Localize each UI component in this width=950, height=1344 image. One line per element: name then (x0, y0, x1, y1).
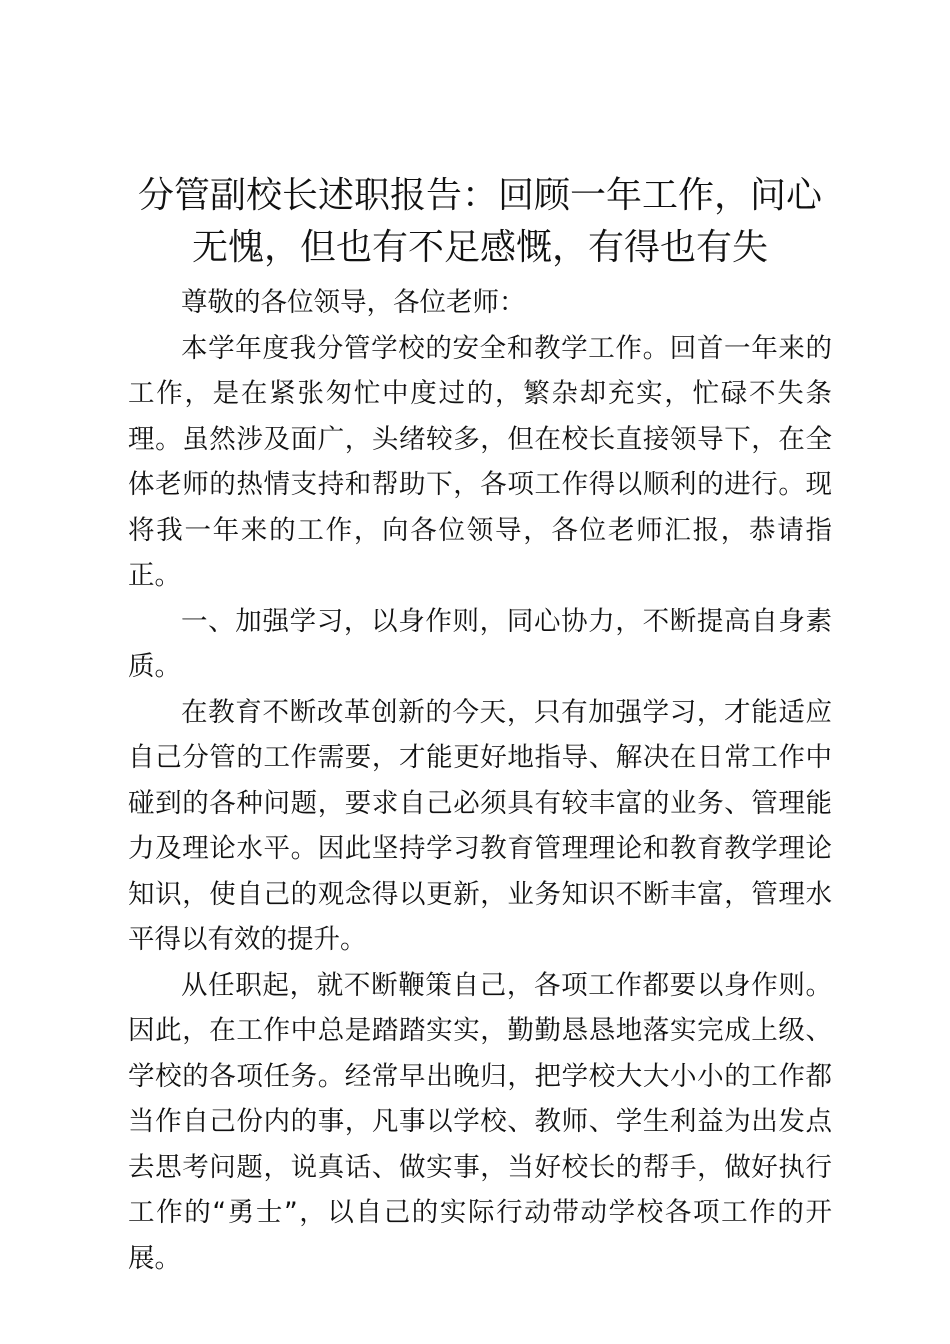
paragraph-example: 从任职起，就不断鞭策自己，各项工作都要以身作则。因此，在工作中总是踏踏实实，勤勤恳恳地落实完成上级、学校的各项任务。经常早出晚归，把学校大大小小的工作都当作自己份内的事，凡事以学校、教师、学生利益为出发点去思考问题，说真话、做实事，当好校长的帮手，做好执行工作的“勇士”，以自己的实际行动带动学校各项工作的开展。 (128, 969, 832, 1274)
salutation: 尊敬的各位领导，各位老师： (181, 287, 526, 318)
paragraph-intro: 本学年度我分管学校的安全和教学工作。回首一年来的工作，是在紧张匆忙中度过的，繁杂却充实，忙碌不失条理。虽然涉及面广，头绪较多，但在校长直接领导下，在全体老师的热情支持和帮助下，各项工作得以顺利的进行。现将我一年来的工作，向各位领导，各位老师汇报，恭请指正。 (128, 332, 832, 591)
section-heading-1: 一、加强学习，以身作则，同心协力，不断提高自身素质。 (128, 605, 832, 682)
document-body (128, 170, 832, 1281)
paragraph-study: 在教育不断改革创新的今天，只有加强学习，才能适应自己分管的工作需要，才能更好地指导、解决在日常工作中碰到的各种问题，要求自己必须具有较丰富的业务、管理能力及理论水平。因此坚持学习教育管理理论和教育教学理论知识，使自己的观念得以更新，业务知识不断丰富，管理水平得以有效的提升。 (128, 696, 832, 955)
document-title: 分管副校长述职报告：回顾一年工作，问心无愧，但也有不足感慨，有得也有失 (137, 175, 822, 268)
